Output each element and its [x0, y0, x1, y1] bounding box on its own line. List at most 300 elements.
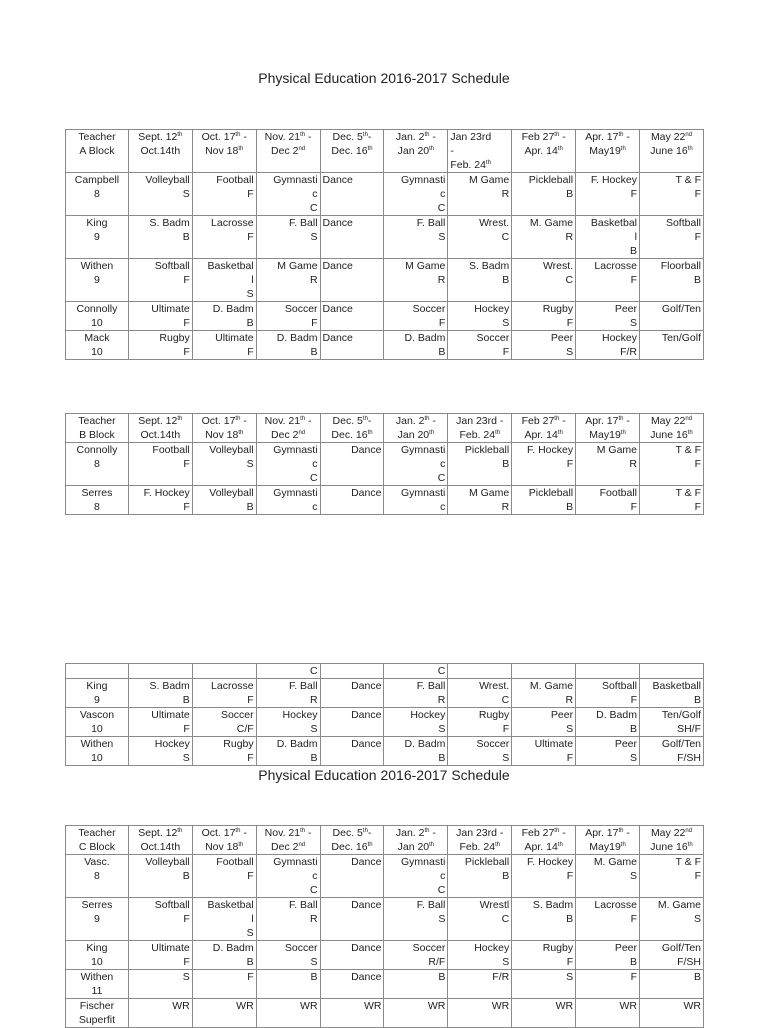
- cell-line: Oct.14th: [140, 429, 181, 441]
- activity-cell: [320, 708, 384, 737]
- cell-line: Jan 20th: [397, 145, 435, 157]
- activity-cell: [128, 708, 192, 737]
- activity-cell: [448, 898, 512, 941]
- activity-cell: [320, 216, 384, 259]
- activity-cell: [320, 302, 384, 331]
- cell-line: F: [502, 346, 510, 358]
- cell-line: F: [502, 723, 510, 735]
- cell-line: S: [502, 956, 510, 968]
- activity-cell: [512, 898, 576, 941]
- cell-line: Gymnasti: [273, 174, 318, 186]
- activity-cell: [128, 259, 192, 302]
- cell-line: B: [629, 956, 637, 968]
- activity-cell: [128, 941, 192, 970]
- cell-line: Soccer: [476, 738, 510, 750]
- cell-line: M. Game: [529, 680, 574, 692]
- teacher-cell: [66, 898, 129, 941]
- table-row: [66, 331, 704, 360]
- cell-line: B: [629, 245, 637, 257]
- activity-cell: [384, 970, 448, 999]
- cell-line: 8: [94, 458, 100, 470]
- cell-line: D. Badm: [276, 738, 318, 750]
- ordinal-suffix: th: [177, 828, 183, 834]
- cell-line: 10: [91, 346, 103, 358]
- cell-line: Ultimate: [151, 303, 190, 315]
- cell-line: R: [501, 501, 510, 513]
- ordinal-suffix: th: [620, 430, 626, 436]
- activity-cell: [448, 679, 512, 708]
- activity-cell: [320, 259, 384, 302]
- teacher-cell: [66, 486, 129, 515]
- date-range-header: [512, 826, 576, 855]
- b-block-schedule-table: [65, 413, 704, 515]
- cell-line: Campbell: [74, 174, 120, 186]
- header-row: [66, 826, 704, 855]
- activity-cell: [192, 855, 256, 898]
- cell-line: Football: [599, 487, 637, 499]
- cell-line: F: [566, 956, 574, 968]
- cell-line: Volleyball: [145, 856, 190, 868]
- date-range-header: [256, 826, 320, 855]
- cell-line: Pickleball: [528, 487, 574, 499]
- cell-line: Dec 2nd: [271, 145, 306, 157]
- cell-line: C: [309, 472, 318, 484]
- cell-line: Vasc.: [84, 856, 110, 868]
- cell-line: Softball: [154, 260, 190, 272]
- cell-line: Teacher: [78, 827, 116, 839]
- teacher-block-header: [66, 130, 129, 173]
- teacher-cell: [66, 855, 129, 898]
- activity-cell: [256, 970, 320, 999]
- teacher-block-header: [66, 414, 129, 443]
- cell-line: SH/F: [677, 723, 701, 735]
- ordinal-suffix: th: [620, 842, 626, 848]
- activity-cell: [512, 970, 576, 999]
- table-row: [66, 216, 704, 259]
- cell-line: F: [183, 346, 190, 358]
- cell-line: Rugby: [542, 942, 574, 954]
- cell-line: S: [438, 231, 446, 243]
- ordinal-suffix: th: [362, 416, 368, 422]
- cell-line: Dance: [351, 971, 382, 983]
- cell-line: F: [694, 188, 701, 200]
- teacher-cell: [66, 259, 129, 302]
- cell-line: F: [694, 458, 701, 470]
- cell-line: c: [312, 501, 318, 513]
- teacher-cell: [66, 737, 129, 766]
- activity-cell: [640, 331, 704, 360]
- cell-line: WR: [363, 1000, 382, 1012]
- activity-cell: [448, 216, 512, 259]
- table-row: [66, 173, 704, 216]
- cell-line: S: [693, 913, 701, 925]
- cell-line: Peer: [550, 332, 574, 344]
- activity-cell: [640, 302, 704, 331]
- ordinal-suffix: nd: [298, 146, 306, 152]
- activity-cell: [576, 173, 640, 216]
- cell-line: l: [634, 231, 637, 243]
- activity-cell: [512, 999, 576, 1028]
- cell-line: F: [630, 274, 637, 286]
- activity-cell: [320, 486, 384, 515]
- date-range-header: [448, 130, 512, 173]
- activity-cell: [576, 259, 640, 302]
- cell-line: l: [251, 913, 254, 925]
- activity-cell: [256, 173, 320, 216]
- ordinal-suffix: th: [235, 416, 241, 422]
- cell-line: B: [629, 723, 637, 735]
- activity-cell: [384, 999, 448, 1028]
- cell-line: R: [309, 694, 318, 706]
- cell-line: WR: [172, 1000, 190, 1012]
- cell-line: C: [309, 202, 318, 214]
- cell-line: Wrestl: [479, 899, 510, 911]
- cell-line: Nov 18th: [205, 429, 244, 441]
- cell-line: F: [183, 956, 190, 968]
- teacher-cell: [66, 331, 129, 360]
- table-row: [66, 999, 704, 1028]
- cell-line: S: [438, 723, 446, 735]
- ordinal-suffix: th: [495, 430, 501, 436]
- activity-cell: [256, 737, 320, 766]
- cell-line: May19th: [589, 429, 626, 441]
- cell-line: Withen: [80, 260, 114, 272]
- activity-cell: [320, 941, 384, 970]
- b-block-continued-table: [65, 663, 704, 766]
- cell-line: Ultimate: [151, 709, 190, 721]
- cell-line: c: [440, 458, 446, 470]
- cell-line: King: [86, 217, 108, 229]
- activity-cell: [512, 855, 576, 898]
- activity-cell: [256, 302, 320, 331]
- cell-line: Dec. 16th: [331, 429, 373, 441]
- activity-cell: [384, 737, 448, 766]
- cell-line: B: [693, 694, 701, 706]
- ordinal-suffix: nd: [298, 842, 306, 848]
- ordinal-suffix: th: [618, 828, 624, 834]
- activity-cell: [256, 216, 320, 259]
- ordinal-suffix: th: [618, 416, 624, 422]
- activity-cell: [640, 855, 704, 898]
- date-range-header: [512, 130, 576, 173]
- cell-line: S: [246, 927, 254, 939]
- cell-line: Ultimate: [151, 942, 190, 954]
- cell-line: King: [86, 680, 108, 692]
- cell-line: Peer: [614, 303, 637, 315]
- cell-line: Soccer: [412, 942, 446, 954]
- cell-line: Apr. 17th -: [585, 827, 630, 839]
- table-row: [66, 855, 704, 898]
- activity-cell: [192, 679, 256, 708]
- teacher-cell: [66, 216, 129, 259]
- cell-line: 9: [94, 694, 100, 706]
- ordinal-suffix: th: [235, 828, 241, 834]
- table-row: [66, 664, 704, 679]
- date-range-header: [576, 130, 640, 173]
- cell-line: R: [437, 274, 446, 286]
- cell-line: F/SH: [677, 752, 701, 764]
- date-range-header: [384, 826, 448, 855]
- cell-line: Soccer: [284, 303, 318, 315]
- cell-line: Feb 27th -: [521, 415, 566, 427]
- activity-cell: [384, 443, 448, 486]
- ordinal-suffix: th: [367, 842, 373, 848]
- ordinal-suffix: th: [300, 416, 306, 422]
- activity-cell: [192, 941, 256, 970]
- activity-cell: [256, 941, 320, 970]
- activity-cell: [320, 173, 384, 216]
- cell-line: F. Ball: [288, 217, 318, 229]
- activity-cell: [384, 486, 448, 515]
- cell-line: Ten/Golf: [661, 332, 701, 344]
- cell-line: D. Badm: [404, 738, 446, 750]
- activity-cell: [512, 302, 576, 331]
- teacher-cell: [66, 708, 129, 737]
- teacher-cell: [66, 664, 129, 679]
- activity-cell: [576, 941, 640, 970]
- date-range-header: [256, 130, 320, 173]
- cell-line: C: [437, 472, 446, 484]
- cell-line: Lacrosse: [211, 680, 254, 692]
- cell-line: F: [247, 870, 254, 882]
- cell-line: F: [566, 458, 574, 470]
- table-row: [66, 259, 704, 302]
- date-range-header: [640, 414, 704, 443]
- cell-line: R: [501, 188, 510, 200]
- cell-line: Dec. 16th: [331, 145, 373, 157]
- cell-line: Gymnasti: [273, 856, 318, 868]
- cell-line: B: [693, 971, 701, 983]
- cell-line: Gymnasti: [273, 487, 318, 499]
- cell-line: B: [182, 231, 190, 243]
- cell-line: Teacher: [78, 131, 116, 143]
- cell-line: F: [566, 317, 574, 329]
- cell-line: F: [694, 501, 701, 513]
- cell-line: S. Badm: [532, 899, 574, 911]
- cell-line: Dance: [351, 942, 382, 954]
- cell-line: Dec. 16th: [331, 841, 373, 853]
- cell-line: M Game: [468, 174, 510, 186]
- ordinal-suffix: th: [424, 828, 430, 834]
- cell-line: B: [566, 188, 574, 200]
- activity-cell: [192, 708, 256, 737]
- teacher-cell: [66, 173, 129, 216]
- cell-line: F. Ball: [416, 680, 446, 692]
- activity-cell: [192, 331, 256, 360]
- cell-line: WR: [555, 1000, 574, 1012]
- cell-line: Basketball: [652, 680, 701, 692]
- activity-cell: [256, 664, 320, 679]
- cell-line: B: [566, 501, 574, 513]
- cell-line: Feb. 24th: [450, 159, 491, 171]
- cell-line: Soccer: [412, 303, 446, 315]
- table-row: [66, 443, 704, 486]
- cell-line: F: [247, 188, 254, 200]
- cell-line: Apr. 17th -: [585, 131, 630, 143]
- cell-line: Gymnasti: [400, 444, 446, 456]
- date-range-header: [448, 826, 512, 855]
- activity-cell: [128, 216, 192, 259]
- ordinal-suffix: th: [557, 146, 563, 152]
- cell-line: C: [437, 202, 446, 214]
- activity-cell: [128, 331, 192, 360]
- activity-cell: [576, 486, 640, 515]
- cell-line: S: [246, 288, 254, 300]
- cell-line: Dance: [322, 174, 353, 186]
- activity-cell: [512, 216, 576, 259]
- cell-line: D. Badm: [404, 332, 446, 344]
- cell-line: 11: [91, 985, 103, 997]
- activity-cell: [640, 898, 704, 941]
- cell-line: C: [309, 665, 318, 677]
- table-row: [66, 302, 704, 331]
- cell-line: Sept. 12th: [138, 415, 183, 427]
- activity-cell: [576, 679, 640, 708]
- cell-line: Withen: [80, 971, 114, 983]
- cell-line: F: [694, 870, 701, 882]
- cell-line: S: [182, 752, 190, 764]
- cell-line: F: [247, 694, 254, 706]
- cell-line: 9: [94, 913, 100, 925]
- cell-line: Dance: [322, 303, 353, 315]
- cell-line: B: [502, 870, 510, 882]
- cell-line: F: [247, 752, 254, 764]
- cell-line: Peer: [614, 942, 637, 954]
- ordinal-suffix: th: [618, 132, 624, 138]
- date-range-header: [640, 826, 704, 855]
- cell-line: June 16th: [650, 429, 693, 441]
- cell-line: Dance: [351, 899, 382, 911]
- cell-line: Golf/Ten: [661, 303, 701, 315]
- cell-line: Oct. 17th -: [201, 415, 247, 427]
- cell-line: Pickleball: [464, 444, 510, 456]
- cell-line: F: [566, 870, 574, 882]
- cell-line: Oct. 17th -: [201, 827, 247, 839]
- cell-line: F. Ball: [288, 899, 318, 911]
- cell-line: D. Badm: [276, 332, 318, 344]
- cell-line: F: [694, 231, 701, 243]
- cell-line: M Game: [277, 260, 318, 272]
- activity-cell: [320, 855, 384, 898]
- a-block-schedule-table: [65, 129, 704, 360]
- ordinal-suffix: th: [177, 416, 183, 422]
- activity-cell: [640, 486, 704, 515]
- cell-line: Feb. 24th: [459, 841, 501, 853]
- ordinal-suffix: th: [300, 828, 306, 834]
- activity-cell: [256, 855, 320, 898]
- cell-line: 10: [91, 317, 103, 329]
- ordinal-suffix: th: [687, 146, 693, 152]
- cell-line: S. Badm: [468, 260, 510, 272]
- date-range-header: [384, 130, 448, 173]
- activity-cell: [512, 737, 576, 766]
- date-range-header: [640, 130, 704, 173]
- cell-line: c: [440, 188, 446, 200]
- activity-cell: [640, 664, 704, 679]
- cell-line: 10: [91, 956, 103, 968]
- cell-line: R/F: [428, 956, 446, 968]
- cell-line: Golf/Ten: [661, 738, 701, 750]
- schedule-title-1: Physical Education 2016-2017 Schedule: [258, 70, 510, 86]
- activity-cell: [576, 664, 640, 679]
- cell-line: Superfit: [78, 1014, 116, 1026]
- cell-line: Dance: [351, 856, 382, 868]
- activity-cell: [192, 664, 256, 679]
- cell-line: S. Badm: [149, 680, 190, 692]
- cell-line: c: [440, 870, 446, 882]
- activity-cell: [512, 708, 576, 737]
- cell-line: D. Badm: [212, 942, 254, 954]
- cell-line: R: [437, 694, 446, 706]
- activity-cell: [512, 664, 576, 679]
- date-range-header: [320, 414, 384, 443]
- cell-line: Pickleball: [528, 174, 574, 186]
- ordinal-suffix: th: [424, 132, 430, 138]
- activity-cell: [640, 443, 704, 486]
- c-block-schedule-table: [65, 825, 704, 1028]
- cell-line: B: [310, 971, 318, 983]
- teacher-block-header: [66, 826, 129, 855]
- cell-line: M Game: [468, 487, 510, 499]
- activity-cell: [448, 970, 512, 999]
- ordinal-suffix: th: [554, 828, 560, 834]
- cell-line: F: [630, 913, 637, 925]
- ordinal-suffix: th: [362, 828, 368, 834]
- cell-line: Hockey: [410, 709, 446, 721]
- cell-line: B Block: [79, 429, 115, 441]
- cell-line: S: [182, 188, 190, 200]
- activity-cell: [192, 443, 256, 486]
- activity-cell: [384, 941, 448, 970]
- date-range-header: [192, 414, 256, 443]
- activity-cell: [128, 443, 192, 486]
- cell-line: Feb 27th -: [521, 131, 566, 143]
- activity-cell: [448, 664, 512, 679]
- activity-cell: [576, 970, 640, 999]
- cell-line: S: [246, 458, 254, 470]
- activity-cell: [448, 941, 512, 970]
- cell-line: C: [501, 913, 510, 925]
- cell-line: Hockey: [474, 303, 510, 315]
- activity-cell: [640, 708, 704, 737]
- activity-cell: [256, 331, 320, 360]
- activity-cell: [576, 999, 640, 1028]
- cell-line: Softball: [154, 899, 190, 911]
- cell-line: June 16th: [650, 145, 693, 157]
- activity-cell: [576, 443, 640, 486]
- activity-cell: [448, 999, 512, 1028]
- cell-line: Softball: [601, 680, 637, 692]
- activity-cell: [448, 737, 512, 766]
- cell-line: F: [438, 317, 446, 329]
- date-range-header: [576, 826, 640, 855]
- table-row: [66, 737, 704, 766]
- cell-line: Volleyball: [209, 487, 254, 499]
- date-range-header: [320, 826, 384, 855]
- cell-line: WR: [236, 1000, 254, 1012]
- activity-cell: [128, 970, 192, 999]
- cell-line: F: [630, 971, 637, 983]
- ordinal-suffix: th: [300, 132, 306, 138]
- cell-line: M. Game: [657, 899, 701, 911]
- cell-line: Hockey: [601, 332, 637, 344]
- activity-cell: [128, 898, 192, 941]
- activity-cell: [384, 216, 448, 259]
- activity-cell: [384, 331, 448, 360]
- activity-cell: [448, 173, 512, 216]
- cell-line: 9: [94, 231, 100, 243]
- cell-line: F: [183, 317, 190, 329]
